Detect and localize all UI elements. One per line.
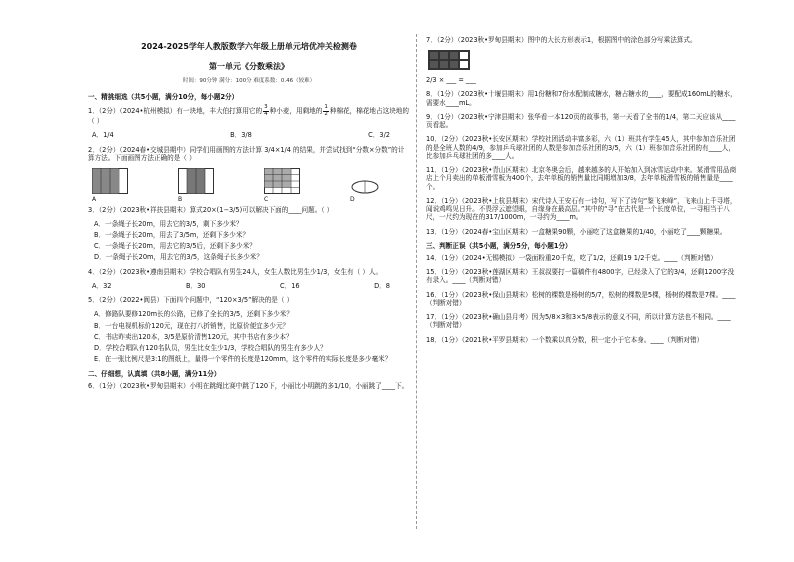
option-a: A．32 [92, 281, 112, 290]
question-7-grid [428, 50, 470, 70]
question-4: 4．（2分）（2023秋•遵南县期末）学校合唱队有男生24人，女生人数比男生少1/3，女生有（ ）人。 [88, 267, 383, 276]
question-5: 5．（2分）（2022•阆县）下面四个问题中，“120×3/5”解决的是（ ） [88, 296, 294, 305]
section-1-heading: 一、精挑细选（共5小题，满分10分，每小题2分） [88, 92, 239, 101]
figure-b-diagram [178, 168, 214, 194]
question-16: 16．（1分）（2023秋•保山县期末）松树的棵数是杨树的5/7，松树的棵数是5棵，杨树的棵数是7棵。____（判断对错） [426, 290, 736, 307]
option-d: D．8 [374, 281, 390, 290]
question-3-option-a: A．一条绳子长20m，用去它的3/5，剩下多少米？ [94, 219, 243, 228]
right-column [426, 36, 740, 350]
option-b: B．30 [186, 281, 206, 290]
left-column [88, 36, 410, 396]
question-9: 9．（1分）（2023秋•宁津县期末）张华看一本120页的故事书，第一天看了全书的1/4，第二天应该从____页看起。 [426, 112, 736, 130]
column-divider [416, 34, 417, 529]
question-14: 14．（1分）（2024•无锡模拟）一袋面粉重20千克，吃了1/2，还剩19 1/2千克。____（判断对错） [426, 253, 717, 262]
section-2-heading: 二、仔细想，认真填（共8小题，满分11分） [88, 369, 221, 378]
figure-d: D [350, 180, 380, 204]
question-8: 8．（1分）（2023秋•十堰县期末）用1份糖和7份水配制成糖水，糖占糖水的____，要配成160mL的糖水，需要水____mL。 [426, 90, 737, 107]
question-11: 11．（1分）（2023秋•青山区期末）北京冬奥会后，越来越多的人开始加入到冰雪运动中来。某滑雪用品商店上个月卖出的单板滑雪板为400个，去年单板的销售量比同期增加3/8，去年单板滑雪板的销售量是____个。 [426, 166, 737, 191]
question-13: 13．（1分）（2024春•宝山区期末）一盒糖果90颗，小丽吃了这盒糖果的1/40，小丽吃了____颗糖果。 [426, 227, 727, 236]
question-7: 7．（2分）（2023秋•罗甸县期末）图中的大长方形表示1，根据图中的涂色部分写乘法算式。 [426, 36, 697, 44]
unit-subtitle: 第一单元《分数乘法》 [209, 62, 289, 71]
question-3: 3．（2分）（2023秋•祥扶县期末）算式20×(1−3/5)可以解决下面的____问题。（ ） [88, 205, 334, 214]
question-6: 6．（1分）（2023秋•罗甸县期末）小明在跳绳比赛中跳了120下，小丽比小明跳的多1/10，小丽跳了____下。 [88, 381, 409, 390]
question-5-option-c: C．书店昨卖出120本，3/5是原价清售120元，其中书店有多少本？ [94, 332, 293, 341]
section-3-heading: 三、判断正误（共5小题，满分5分，每小题1分） [426, 241, 572, 250]
option-c: C．16 [280, 281, 300, 290]
figure-a: A [92, 168, 128, 204]
option-a: A．1/4 [92, 131, 114, 140]
question-5-option-b: B．一台电视机标价120元，现在打八折销售，比原价便宜多少元？ [94, 321, 290, 330]
question-5-option-e: E．在一张比例尺是3:1的图纸上，量得一个零件的长度是120mm，这个零件的实际长度是多少毫米？ [94, 355, 392, 364]
question-10: 10．（2分）（2023秋•长安区期末）学校社团活动丰富多彩，六（1）班共有学生45人，其中参加音乐社团的是全班人数的4/9，参加乒乓球社团的人数是参加音乐社团的3/5，六（1）班参加音乐社团的有____人，比参加乒乓球社团的多____人。 [426, 135, 736, 160]
question-15: 15．（1分）（2023秋•莲湖区期末）王叔叔要打一篇稿件有4800字，已经录入了它的3/4，还剩1200字没有录入。____（判断对错） [426, 268, 735, 285]
figure-c-diagram [264, 168, 300, 194]
question-18: 18．（1分）（2021秋•平罗县期末）一个数乘以真分数，积一定小于它本身。____（判断对错） [426, 335, 704, 344]
figure-c: C [264, 168, 300, 204]
question-2-figures [92, 168, 410, 204]
question-1: 1．（2分）（2024•杭州模拟）有一块地，丰大伯打算用它的 $\frac{3}{4}$ 种小麦，用剩地的 $\frac{1}{2}$ 种棉花，棉花地占这块地的（ ） [88, 104, 409, 126]
figure-b: B [178, 168, 214, 204]
exam-meta: 时间：90分钟 满分：100分 难度系数：0.46（较难） [182, 78, 316, 84]
question-2: 2．（2分）（2024春•交城县期中）同学们用画图的方法计算 3/4×1/4 的结果，并尝试找到“分数×分数”的计算方法。下面画图方法正确的是（ ） [88, 145, 405, 162]
question-3-option-b: B．一条绳子长20m，用去了3/5m，还剩下多少米？ [94, 231, 250, 240]
question-1-options [92, 131, 410, 139]
question-12: 12．（1分）（2023秋•上杭县期末）宋代诗人王安石有一诗句，写下了诗句“鉴飞来峰”，飞来山上千寻塔，闻说鸡鸣见日升。不畏浮云遮望眼，自缘身在最高层。”其中的“寻”在古代是一个长度单位，一寻相当于八尺，一尺约为现在的317/1000m，一寻约为____m。 [426, 196, 737, 222]
option-b: B．3/8 [230, 131, 252, 140]
question-4-options [92, 282, 410, 290]
question-3-option-c: C．一条绳子长20m，用去它的3/5后，还剩下多少米？ [94, 242, 256, 251]
figure-a-diagram [92, 168, 128, 194]
figure-d-diagram [350, 180, 380, 194]
question-5-option-d: D．学校合唱队有120名队员，男生比女生少1/3，学校合唱队的男生有多少人？ [94, 344, 327, 353]
option-c: C．3/2 [368, 131, 390, 140]
question-17: 17．（1分）（2023秋•确山县月考）因为5/8×3和3×5/8表示的意义不同，所以计算方法也不相同。____（判断对错） [426, 313, 731, 330]
page-title: 2024-2025学年人教版数学六年级上册单元培优冲关检测卷 [141, 42, 357, 51]
question-5-option-a: A．修路队要修120m长的公路，已修了全长的3/5，还剩下多少米？ [94, 310, 293, 319]
question-7-equation: 2/3 × ___ = ___ [426, 76, 476, 85]
question-3-option-d: D．一条绳子长20m，用去它的3/5，这条绳子长多少米？ [94, 253, 263, 262]
